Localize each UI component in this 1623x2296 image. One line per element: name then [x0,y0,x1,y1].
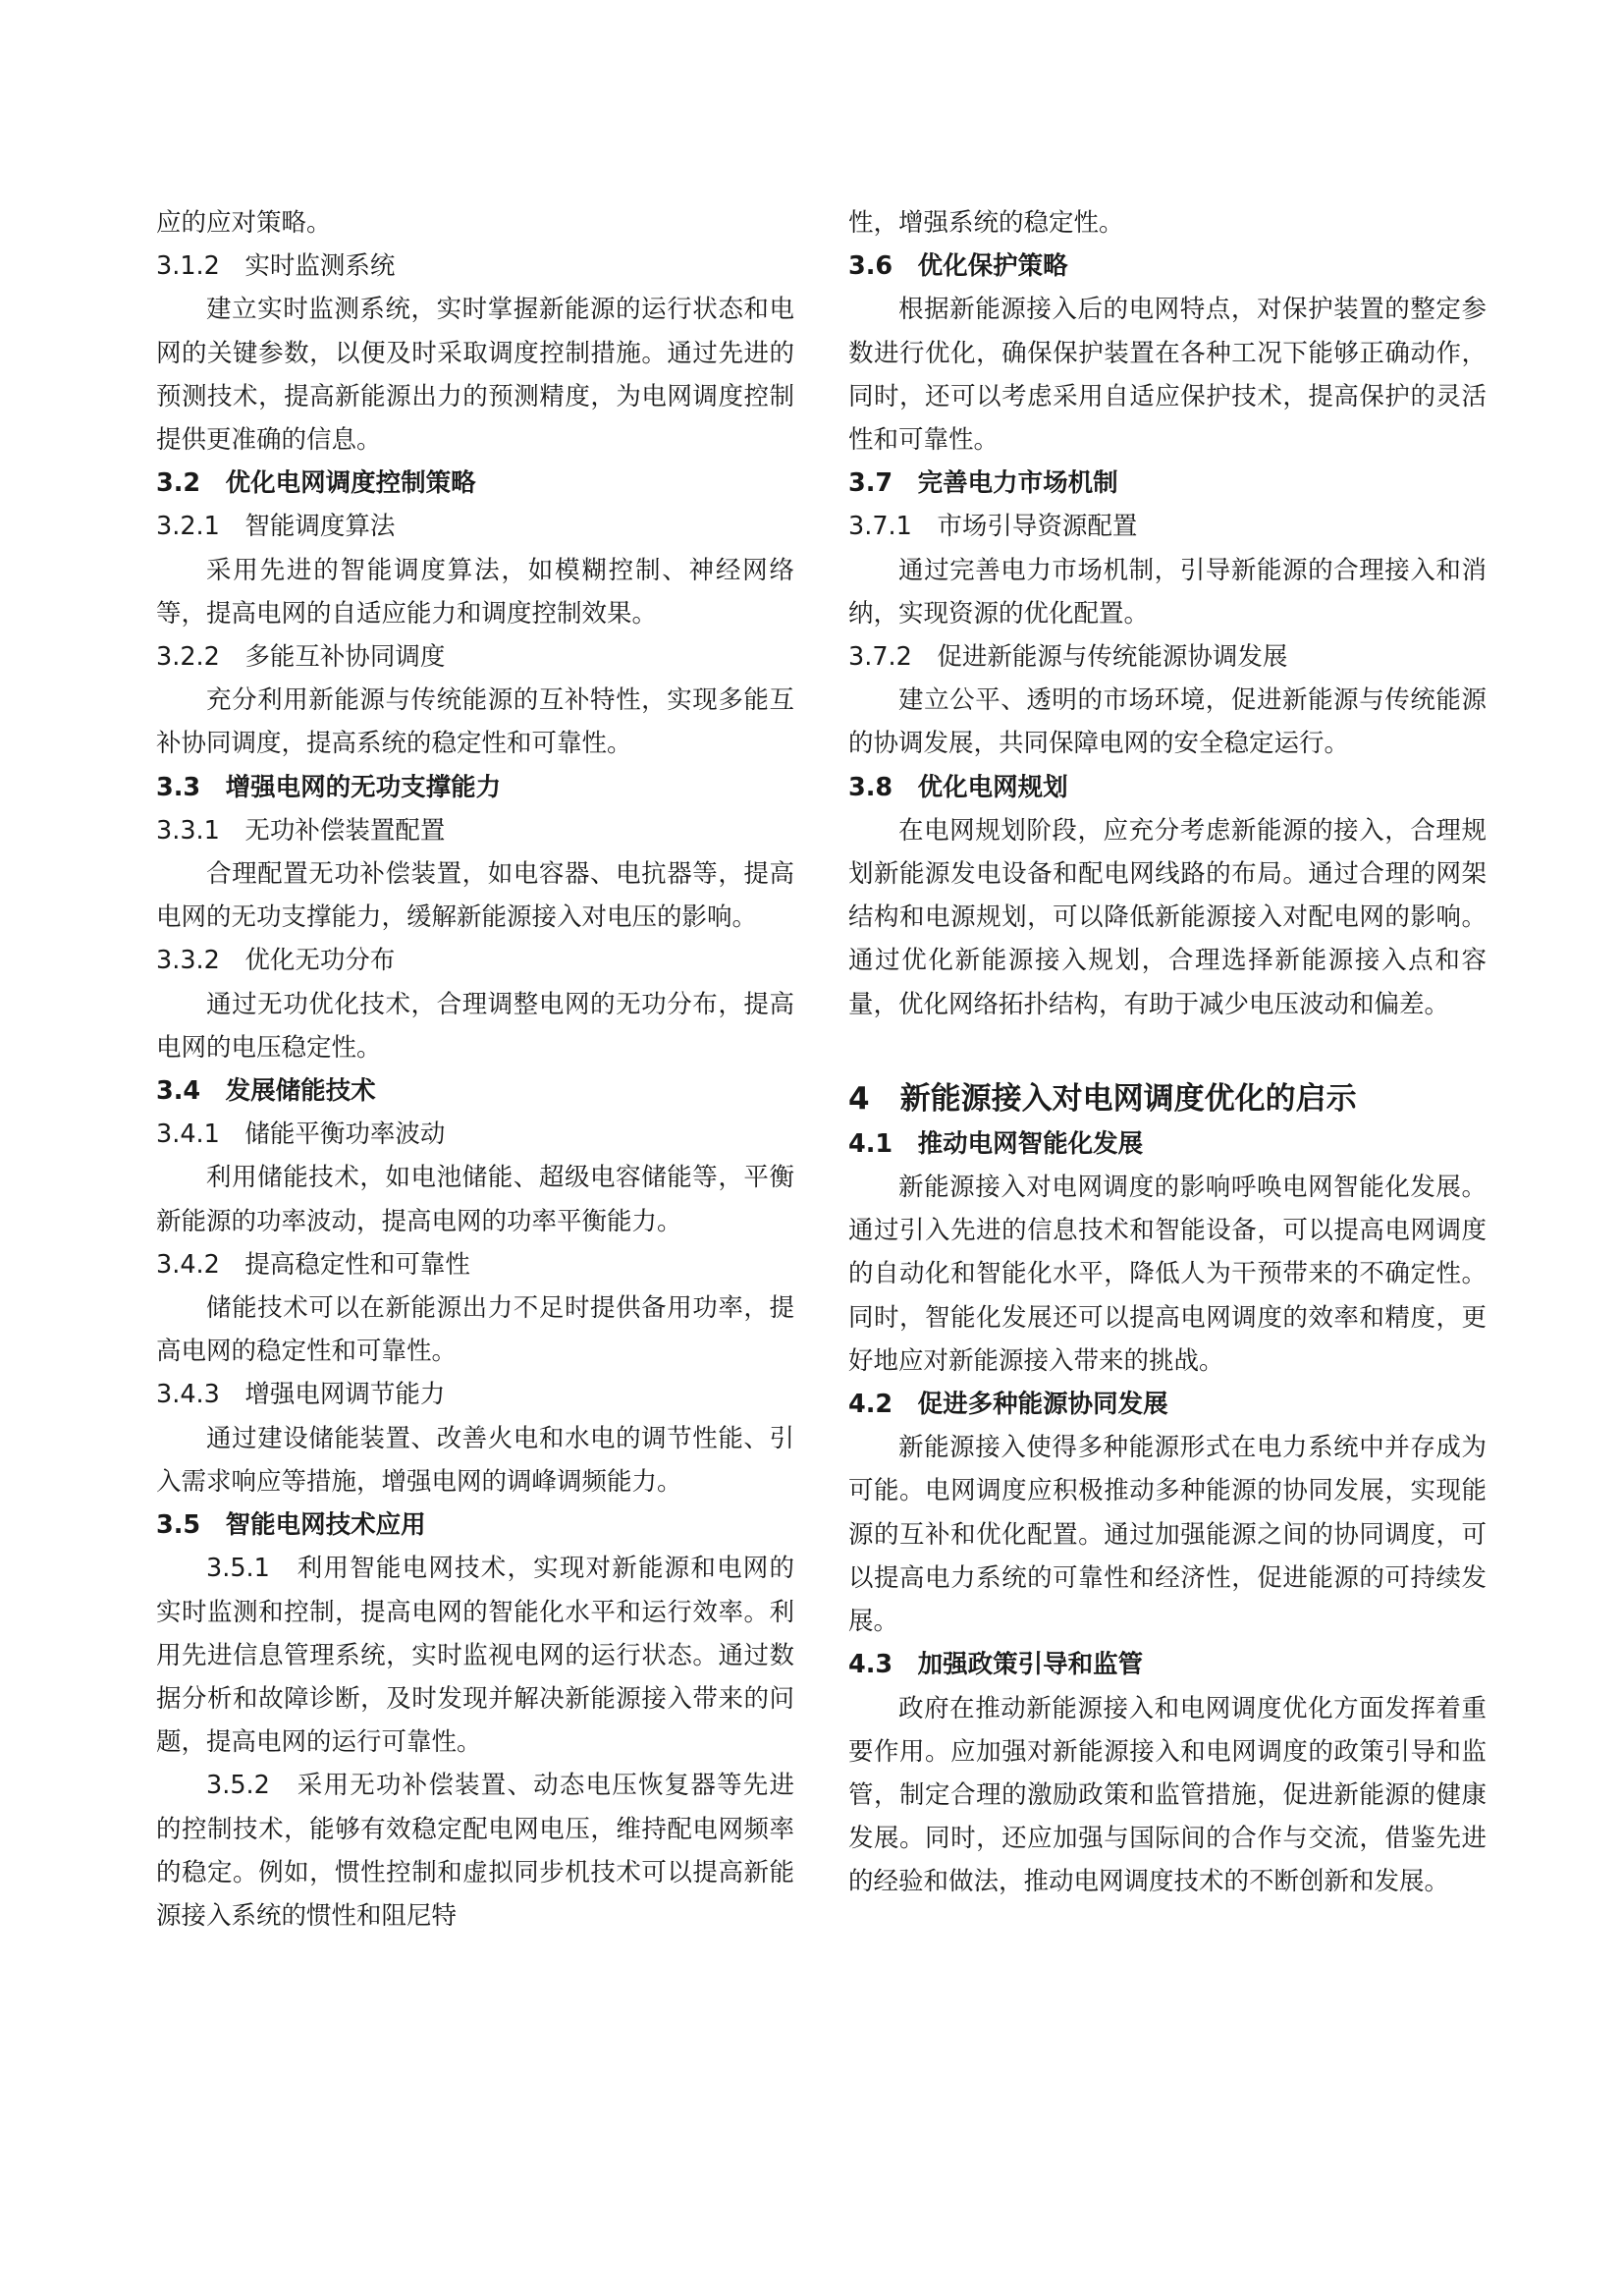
subsubsection-heading: 3.4.2 提高稳定性和可靠性 [156,1249,470,1280]
paragraph: 3.5.1 利用智能电网技术，实现对新能源和电网的实时监测和控制，提高电网的智能化水平和运行效率。利用先进信息管理系统，实时监视电网的运行状态。通过数据分析和故障诊断，及时发现并解决新能源接入带来的问题，提高电网的运行可靠性。 [156,1554,794,1758]
paragraph: 通过无功优化技术，合理调整电网的无功分布，提高电网的电压稳定性。 [156,989,794,1063]
paragraph: 新能源接入使得多种能源形式在电力系统中并存成为可能。电网调度应积极推动多种能源的协同发展，实现能源的互补和优化配置。通过加强能源之间的协同调度，可以提高电力系统的可靠性和经济性，促进能源的可持续发展。 [848,1433,1487,1637]
subsubsection-heading: 3.1.2 实时监测系统 [156,251,396,282]
subsubsection-heading: 3.4.3 增强电网调节能力 [156,1380,446,1410]
paragraph: 通过建设储能装置、改善火电和水电的调节性能、引入需求响应等措施，增强电网的调峰调频能力。 [156,1423,794,1497]
subsubsection-heading: 3.2.2 多能互补协同调度 [156,642,446,673]
subsubsection-heading: 3.3.1 无功补偿装置配置 [156,815,446,846]
subsubsection-heading: 3.3.2 优化无功分布 [156,946,396,976]
subsection-heading: 3.5 智能电网技术应用 [156,1510,426,1541]
paragraph: 根据新能源接入后的电网特点，对保护装置的整定参数进行优化，确保保护装置在各种工况下能够正确动作，同时，还可以考虑采用自适应保护技术，提高保护的灵活性和可靠性。 [848,295,1487,456]
subsection-heading: 4.3 加强政策引导和监管 [848,1650,1144,1680]
section-heading: 4 新能源接入对电网调度优化的启示 [848,1080,1357,1117]
subsection-heading: 4.1 推动电网智能化发展 [848,1128,1144,1159]
paragraph: 充分利用新能源与传统能源的互补特性，实现多能互补协同调度，提高系统的稳定性和可靠性。 [156,685,794,759]
subsection-heading: 3.2 优化电网调度控制策略 [156,468,476,499]
subsection-heading: 4.2 促进多种能源协同发展 [848,1390,1168,1420]
paragraph: 新能源接入对电网调度的影响呼唤电网智能化发展。通过引入先进的信息技术和智能设备，可以提高电网调度的自动化和智能化水平，降低人为干预带来的不确定性。同时，智能化发展还可以提高电网调度的效率和精度，更好地应对新能源接入带来的挑战。 [848,1173,1487,1376]
paragraph: 在电网规划阶段，应充分考虑新能源的接入，合理规划新能源发电设备和配电网线路的布局。通过合理的网架结构和电源规划，可以降低新能源接入对配电网的影响。通过优化新能源接入规划，合理选择新能源接入点和容量，优化网络拓扑结构，有助于减少电压波动和偏差。 [848,815,1487,1019]
subsubsection-heading: 3.7.2 促进新能源与传统能源协调发展 [848,642,1288,673]
subsubsection-heading: 3.4.1 储能平衡功率波动 [156,1120,446,1150]
paragraph: 通过完善电力市场机制，引导新能源的合理接入和消纳，实现资源的优化配置。 [848,555,1487,629]
paragraph: 应的应对策略。 [156,208,332,238]
left-column [156,201,794,1938]
paragraph: 建立公平、透明的市场环境，促进新能源与传统能源的协调发展，共同保障电网的安全稳定运行。 [848,685,1487,759]
subsection-heading: 3.3 增强电网的无功支撑能力 [156,772,502,802]
paragraph: 采用先进的智能调度算法，如模糊控制、神经网络等，提高电网的自适应能力和调度控制效果。 [156,555,794,629]
paragraph: 3.5.2 采用无功补偿装置、动态电压恢复器等先进的控制技术，能够有效稳定配电网电压，维持配电网频率的稳定。例如，惯性控制和虚拟同步机技术可以提高新能源接入系统的惯性和阻尼特 [156,1771,794,1931]
paragraph: 储能技术可以在新能源出力不足时提供备用功率，提高电网的稳定性和可靠性。 [156,1293,794,1367]
subsection-heading: 3.8 优化电网规划 [848,772,1068,802]
paragraph: 建立实时监测系统，实时掌握新能源的运行状态和电网的关键参数，以便及时采取调度控制措施。通过先进的预测技术，提高新能源出力的预测精度，为电网调度控制提供更准确的信息。 [156,295,794,456]
subsection-heading: 3.6 优化保护策略 [848,251,1068,282]
paragraph: 利用储能技术，如电池储能、超级电容储能等，平衡新能源的功率波动，提高电网的功率平衡能力。 [156,1163,794,1236]
subsection-heading: 3.7 完善电力市场机制 [848,468,1118,499]
subsection-heading: 3.4 发展储能技术 [156,1076,376,1107]
paragraph: 合理配置无功补偿装置，如电容器、电抗器等，提高电网的无功支撑能力，缓解新能源接入对电压的影响。 [156,859,794,933]
subsubsection-heading: 3.2.1 智能调度算法 [156,512,396,542]
paragraph: 性，增强系统的稳定性。 [848,208,1124,238]
paragraph: 政府在推动新能源接入和电网调度优化方面发挥着重要作用。应加强对新能源接入和电网调度的政策引导和监管，制定合理的激励政策和监管措施，促进新能源的健康发展。同时，还应加强与国际间的合作与交流，借鉴先进的经验和做法，推动电网调度技术的不断创新和发展。 [848,1693,1487,1897]
right-column [848,201,1487,1904]
subsubsection-heading: 3.7.1 市场引导资源配置 [848,512,1138,542]
